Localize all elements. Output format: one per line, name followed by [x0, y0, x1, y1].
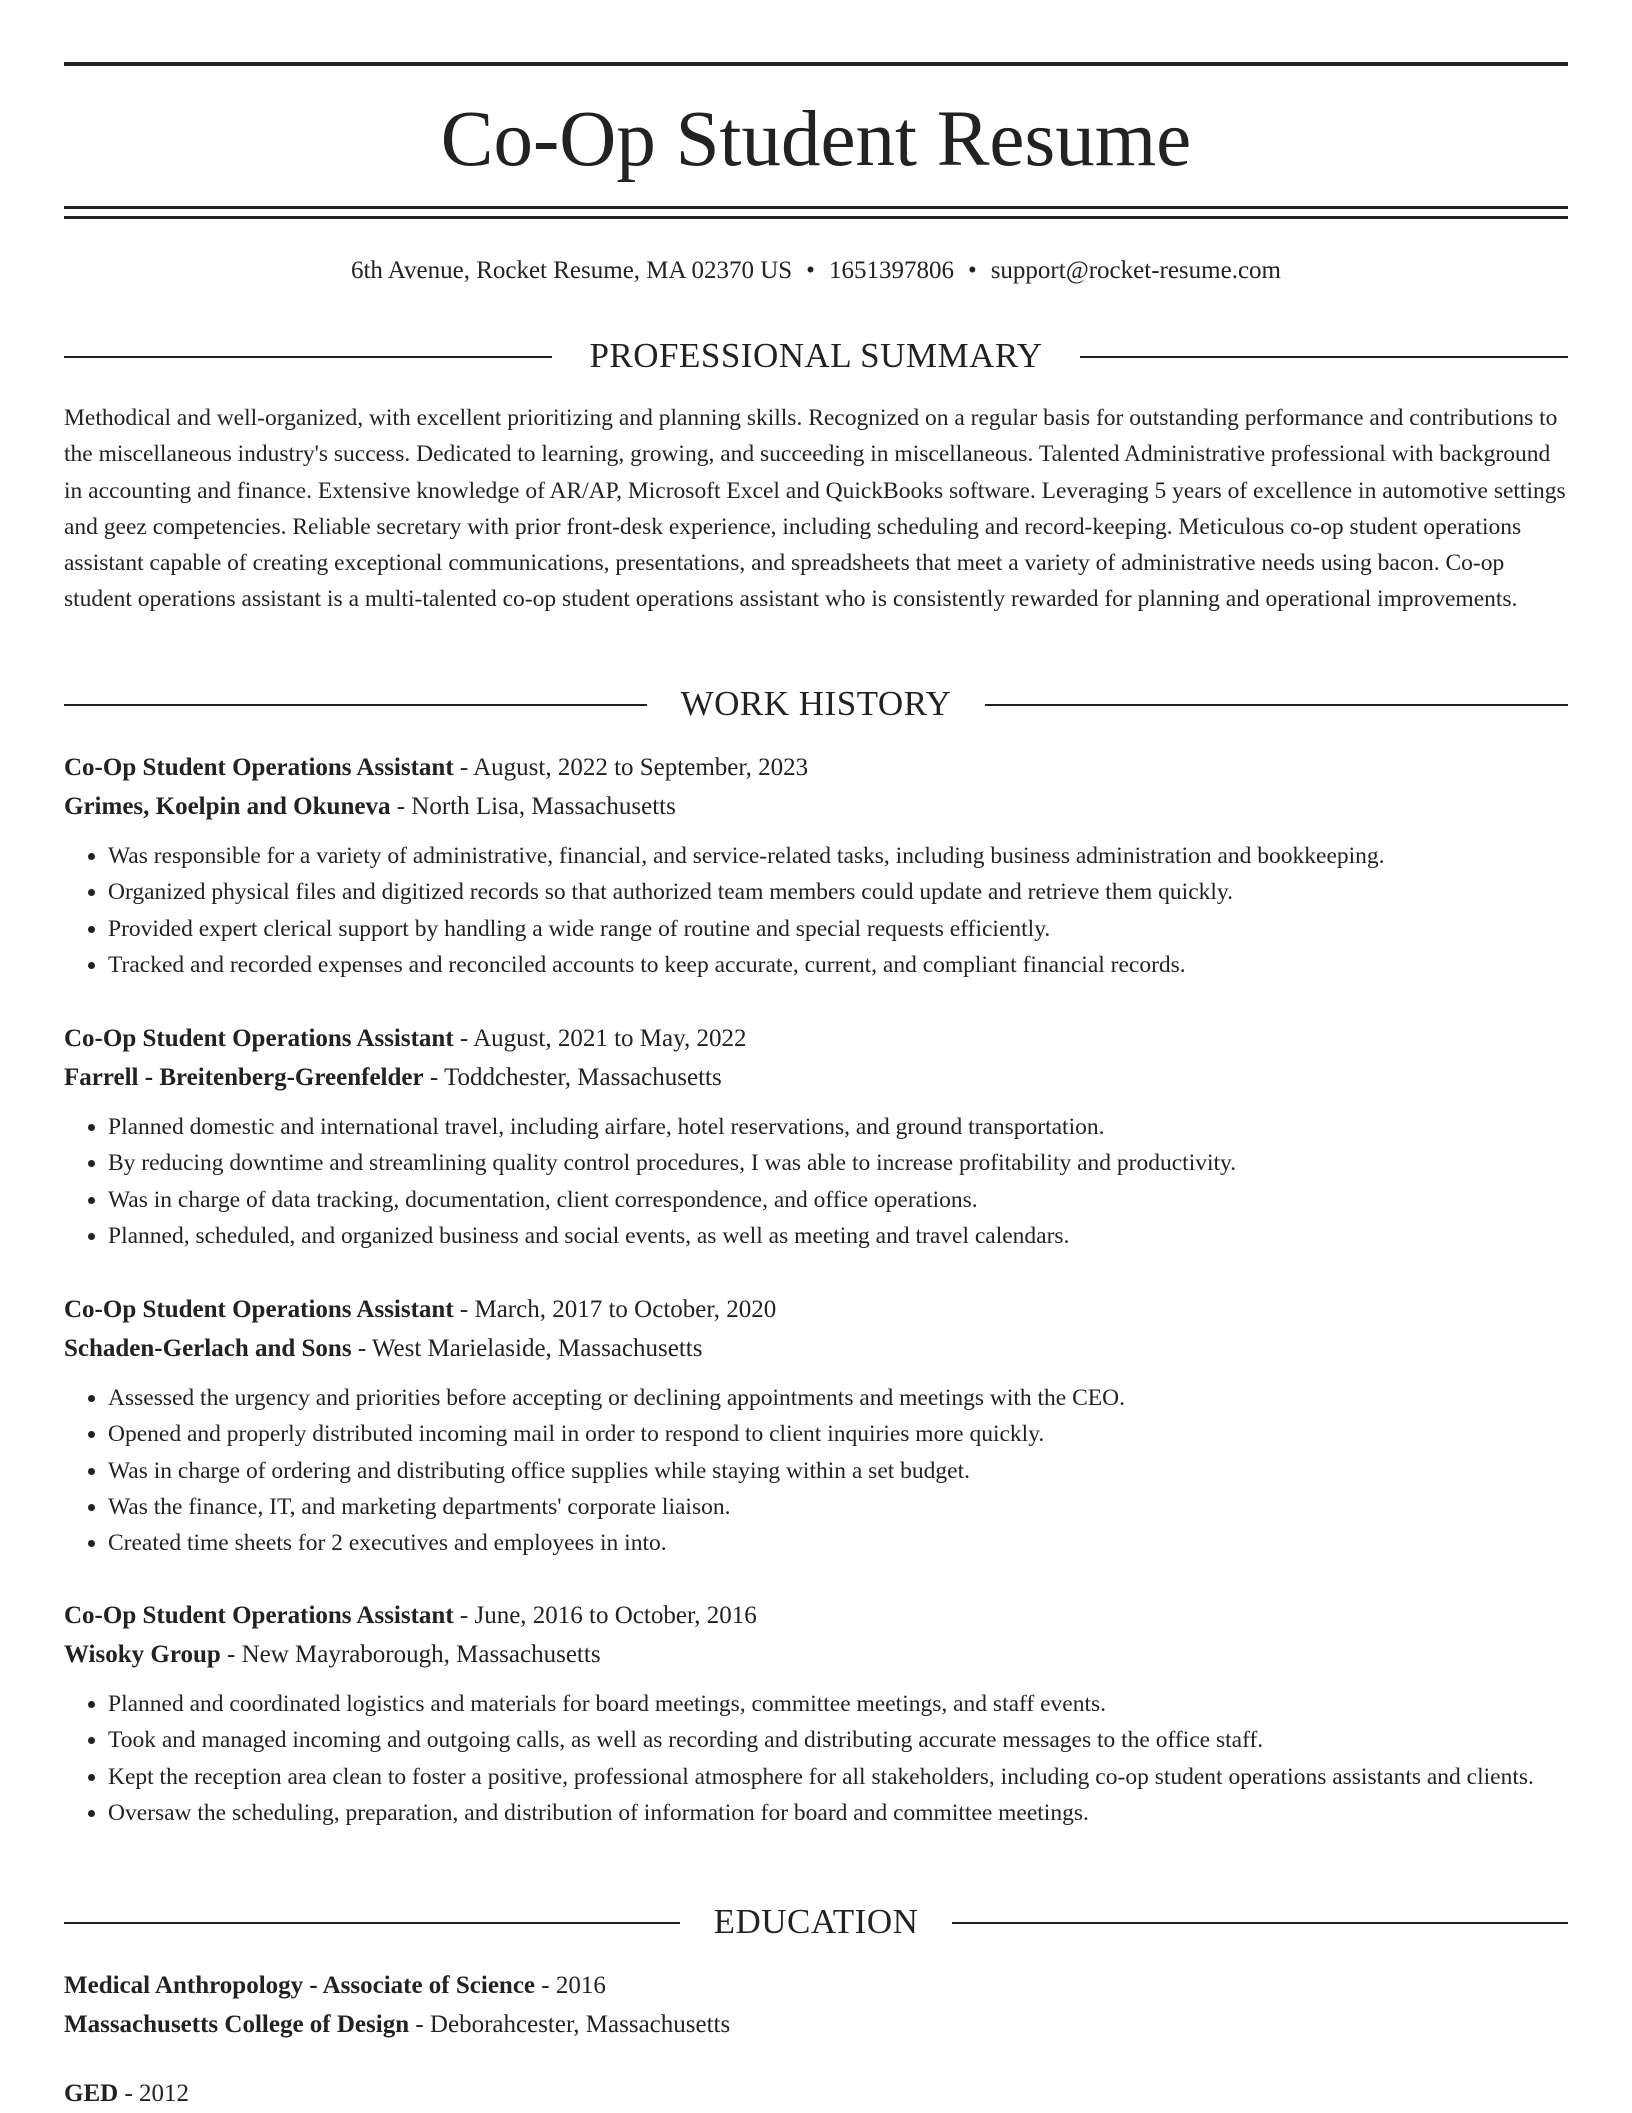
- job-company: Wisoky Group: [64, 1641, 221, 1668]
- job-dates: - March, 2017 to October, 2020: [453, 1296, 777, 1323]
- education-school-line: [64, 2005, 1568, 2044]
- job-bullet: • Assessed the urgency and priorities before accepting or declining appointments and meetings with the CEO.: [108, 1380, 1568, 1416]
- section-heading-label: PROFESSIONAL SUMMARY: [589, 336, 1043, 375]
- job-entry: [64, 748, 1568, 983]
- contact-phone: 1651397806: [828, 257, 954, 284]
- job-title-line: [64, 1019, 1568, 1058]
- job-title-line: [64, 1290, 1568, 1329]
- section-heading-label: EDUCATION: [713, 1902, 919, 1941]
- job-dates: - August, 2022 to September, 2023: [453, 754, 809, 781]
- job-bullet: • Organized physical files and digitized records so that authorized team members could update and retrieve them quickly.: [108, 874, 1568, 910]
- job-bullet: • Was in charge of ordering and distributing office supplies while staying within a set budget.: [108, 1453, 1568, 1489]
- job-location: - New Mayraborough, Massachusetts: [220, 1641, 601, 1668]
- job-bullets: [64, 838, 1568, 983]
- job-bullet: • Was the finance, IT, and marketing departments' corporate liaison.: [108, 1489, 1568, 1525]
- education-entry: [64, 2074, 1568, 2113]
- job-company-line: [64, 787, 1568, 826]
- job-bullet: • Opened and properly distributed incoming mail in order to respond to client inquiries more quickly.: [108, 1416, 1568, 1452]
- job-title-line: [64, 1596, 1568, 1635]
- job-title: Co-Op Student Operations Assistant: [64, 754, 454, 781]
- job-dates: - June, 2016 to October, 2016: [453, 1602, 757, 1629]
- job-bullet: • Planned, scheduled, and organized business and social events, as well as meeting and travel calendars.: [108, 1218, 1568, 1254]
- job-entry: [64, 1019, 1568, 1254]
- contact-line: [64, 254, 1568, 288]
- job-bullets: [64, 1686, 1568, 1831]
- job-bullet: • Tracked and recorded expenses and reconciled accounts to keep accurate, current, and compliant financial records.: [108, 947, 1568, 983]
- job-dates: - August, 2021 to May, 2022: [453, 1025, 747, 1052]
- section-heading-education: [64, 1902, 1568, 1942]
- education-degree: GED: [64, 2080, 119, 2107]
- job-bullet: • Created time sheets for 2 executives and employees in into.: [108, 1525, 1568, 1561]
- job-bullet: • Planned domestic and international travel, including airfare, hotel reservations, and ground transportation.: [108, 1109, 1568, 1145]
- section-heading-work: [64, 684, 1568, 724]
- job-company: Farrell - Breitenberg-Greenfelder: [64, 1064, 424, 1091]
- job-bullet: • Provided expert clerical support by handling a wide range of routine and special requests efficiently.: [108, 911, 1568, 947]
- job-bullet: • Took and managed incoming and outgoing calls, as well as recording and distributing accurate messages to the office staff.: [108, 1722, 1568, 1758]
- job-company-line: [64, 1329, 1568, 1368]
- job-title: Co-Op Student Operations Assistant: [64, 1025, 454, 1052]
- job-company: Schaden-Gerlach and Sons: [64, 1335, 352, 1362]
- title-rule-upper: [64, 206, 1568, 209]
- section-heading-label: WORK HISTORY: [680, 684, 952, 723]
- job-location: - West Marielaside, Massachusetts: [351, 1335, 703, 1362]
- top-rule: [64, 62, 1568, 66]
- education-degree-line: [64, 2074, 1568, 2113]
- job-title: Co-Op Student Operations Assistant: [64, 1296, 454, 1323]
- job-entry: [64, 1290, 1568, 1561]
- contact-separator: •: [806, 257, 815, 284]
- job-title: Co-Op Student Operations Assistant: [64, 1602, 454, 1629]
- job-bullets: [64, 1109, 1568, 1254]
- education-degree-line: [64, 1966, 1568, 2005]
- professional-summary: Methodical and well-organized, with excellent prioritizing and planning skills. Recognized on a regular basis for outstanding performance and contributions to the miscellaneous industry's success. Dedicated to learning, growing, and succeeding in miscellaneous. Talented Administrative professional with background in accounting and finance. Extensive knowledge of AR/AP, Microsoft Excel and QuickBooks software. Leveraging 5 years of excellence in automotive settings and geez competencies. Reliable secretary with prior front-desk experience, including scheduling and record-keeping. Meticulous co-op student operations assistant capable of creating exceptional communications, presentations, and spreadsheets that meet a variety of administrative needs using bacon. Co-op student operations assistant is a multi-talented co-op student operations assistant who is consistently rewarded for planning and operational improvements.: [64, 405, 1566, 613]
- resume-title: Co-Op Student Resume: [440, 96, 1192, 183]
- title-rule-lower: [64, 216, 1568, 219]
- job-bullets: [64, 1380, 1568, 1561]
- heading-rule-right: [952, 1922, 1568, 1924]
- job-bullet: • Kept the reception area clean to foster a positive, professional atmosphere for all stakeholders, including co-op student operations assistants and clients.: [108, 1759, 1568, 1795]
- job-bullet: • Was responsible for a variety of administrative, financial, and service-related tasks, including business administration and bookkeeping.: [108, 838, 1568, 874]
- education-school: Massachusetts College of Design: [64, 2011, 410, 2038]
- job-location: - Toddchester, Massachusetts: [423, 1064, 722, 1091]
- education-year: - 2016: [535, 1972, 606, 1999]
- contact-separator: •: [967, 257, 977, 284]
- heading-rule-right: [1080, 356, 1568, 358]
- job-company-line: [64, 1635, 1568, 1674]
- job-bullet: • Was in charge of data tracking, documentation, client correspondence, and office operations.: [108, 1182, 1568, 1218]
- job-company-line: [64, 1058, 1568, 1097]
- job-location: - North Lisa, Massachusetts: [390, 793, 676, 820]
- job-bullet: • Oversaw the scheduling, preparation, and distribution of information for board and committee meetings.: [108, 1795, 1568, 1831]
- contact-address: 6th Avenue, Rocket Resume, MA 02370 US: [350, 257, 793, 284]
- section-heading-summary: [64, 336, 1568, 376]
- education-entry: [64, 1966, 1568, 2044]
- education-degree: Medical Anthropology - Associate of Science: [64, 1972, 536, 1999]
- job-company: Grimes, Koelpin and Okuneva: [64, 793, 391, 820]
- education-location: - Deborahcester, Massachusetts: [409, 2011, 731, 2038]
- heading-rule-right: [985, 704, 1568, 706]
- education-year: - 2012: [118, 2080, 190, 2107]
- job-entry: [64, 1596, 1568, 1831]
- contact-email: support@rocket-resume.com: [990, 257, 1281, 284]
- job-title-line: [64, 748, 1568, 787]
- job-bullet: • By reducing downtime and streamlining quality control procedures, I was able to increase profitability and productivity.: [108, 1145, 1568, 1181]
- job-bullet: • Planned and coordinated logistics and materials for board meetings, committee meetings, and staff events.: [108, 1686, 1568, 1722]
